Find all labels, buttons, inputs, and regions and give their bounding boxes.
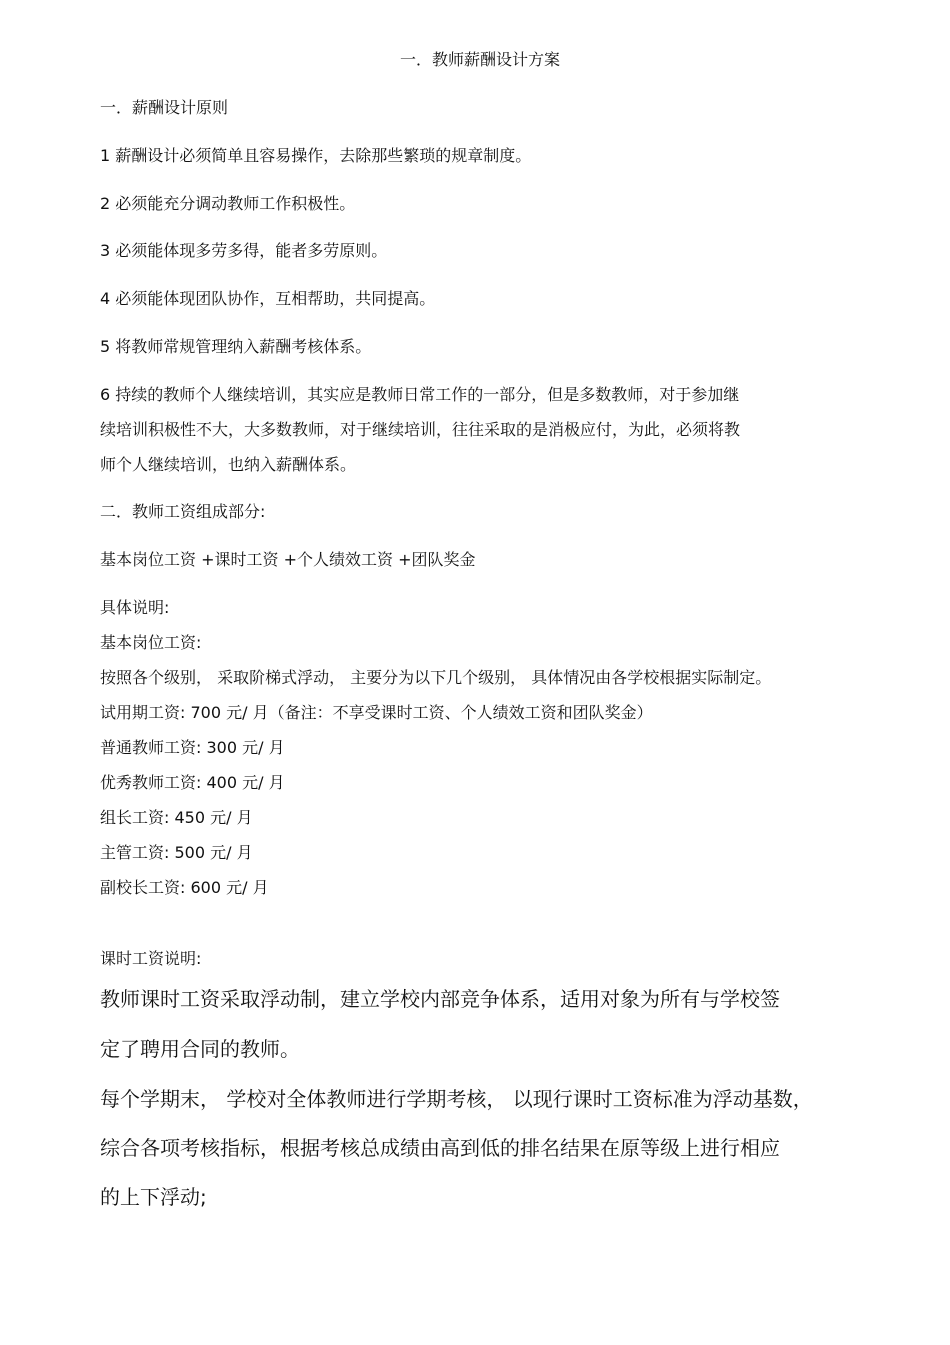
salary-level: 普通教师工资: 300 元/ 月 xyxy=(100,738,285,757)
class-hour-paragraph-line: 每个学期末， 学校对全体教师进行学期考核， 以现行课时工资标准为浮动基数， xyxy=(100,1087,813,1111)
principle-item: 2 必须能充分调动教师工作积极性。 xyxy=(100,194,356,213)
class-hour-heading: 课时工资说明: xyxy=(100,949,202,968)
principle-item: 5 将教师常规管理纳入薪酬考核体系。 xyxy=(100,337,372,356)
base-salary-desc: 按照各个级别， 采取阶梯式浮动， 主要分为以下几个级别， 具体情况由各学校根据实际制定。 xyxy=(100,668,772,687)
salary-level: 优秀教师工资: 400 元/ 月 xyxy=(100,773,285,792)
principle-item: 3 必须能体现多劳多得，能者多劳原则。 xyxy=(100,241,388,260)
base-salary-heading: 基本岗位工资: xyxy=(100,633,202,652)
principle-item: 1 薪酬设计必须简单且容易操作，去除那些繁琐的规章制度。 xyxy=(100,146,532,165)
salary-level: 副校长工资: 600 元/ 月 xyxy=(100,878,269,897)
salary-level: 主管工资: 500 元/ 月 xyxy=(100,843,253,862)
section1-heading: 一．薪酬设计原则 xyxy=(100,98,229,117)
details-heading: 具体说明: xyxy=(100,598,170,617)
principle-item: 4 必须能体现团队协作，互相帮助，共同提高。 xyxy=(100,289,436,308)
section2-heading: 二．教师工资组成部分: xyxy=(100,502,266,521)
class-hour-paragraph-line: 的上下浮动; xyxy=(100,1185,207,1209)
principle-6-line: 师个人继续培训，也纳入薪酬体系。 xyxy=(100,455,357,474)
salary-formula: 基本岗位工资 +课时工资 +个人绩效工资 +团队奖金 xyxy=(100,550,476,569)
class-hour-paragraph-line: 教师课时工资采取浮动制，建立学校内部竞争体系，适用对象为所有与学校签 xyxy=(100,987,780,1011)
principle-6-line: 6 持续的教师个人继续培训，其实应是教师日常工作的一部分，但是多数教师，对于参加继 xyxy=(100,385,740,404)
class-hour-paragraph-line: 定了聘用合同的教师。 xyxy=(100,1037,300,1061)
document-title: 一．教师薪酬设计方案 xyxy=(399,50,560,69)
salary-level: 试用期工资: 700 元/ 月（备注：不享受课时工资、个人绩效工资和团队奖金） xyxy=(100,703,653,722)
salary-level: 组长工资: 450 元/ 月 xyxy=(100,808,253,827)
principle-6-line: 续培训积极性不大，大多数教师，对于继续培训，往往采取的是消极应付，为此，必须将教 xyxy=(100,420,741,439)
class-hour-paragraph-line: 综合各项考核指标，根据考核总成绩由高到低的排名结果在原等级上进行相应 xyxy=(100,1136,780,1160)
